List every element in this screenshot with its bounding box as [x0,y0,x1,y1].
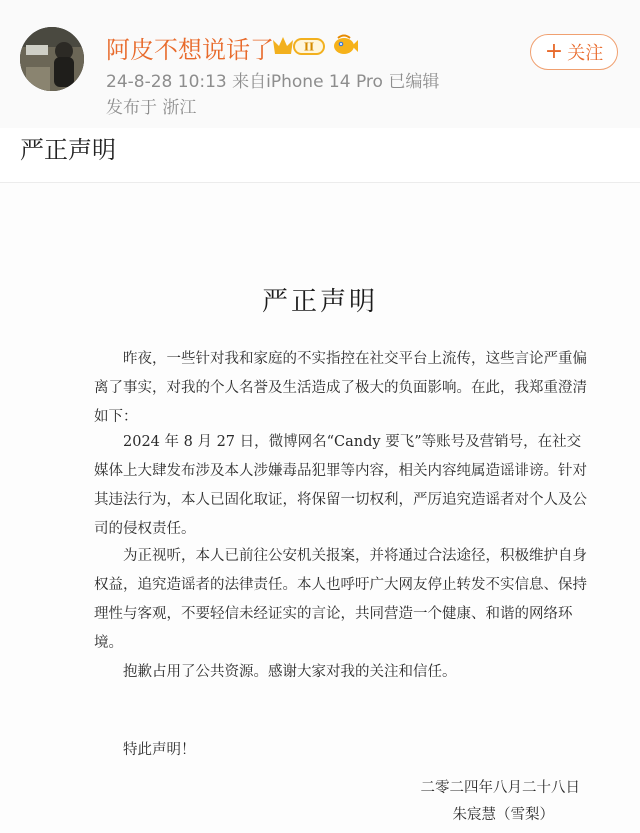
post-location: 发布于 浙江 [106,98,197,118]
statement-image[interactable] [0,183,640,833]
statement-paragraph: 抱歉占用了公共资源。感谢大家对我的关注和信任。 [123,664,457,680]
post-header [0,0,640,128]
statement-paragraph: 2024 年 8 月 27 日，微博网名“Candy 要飞”等账号及营销号，在社交媒体上大肆发布涉及本人涉嫌毒品犯罪等内容，相关内容纯属造谣诽谤。针对其违法行为，本人已固化取证，将保留一切权利，严厉追究造谣者对个人及公司的侵权责任。 [94,434,587,537]
fish-badge-icon[interactable] [332,32,358,58]
level-text: II [303,40,315,54]
statement-paragraph: 特此声明！ [123,742,196,758]
post-meta: 24-8-28 10:13 来自iPhone 14 Pro 已编辑 [106,72,440,92]
avatar-image [20,27,84,91]
statement-date: 二零二四年八月二十八日 [420,780,580,796]
follow-button[interactable] [530,34,618,70]
username[interactable]: 阿皮不想说话了 [106,36,274,64]
statement-paragraph: 为正视听，本人已前往公安机关报案，并将通过合法途径，积极维护自身权益，追究造谣者的法律责任。本人也呼吁广大网友停止转发不实信息、保持理性与客观，不要轻信未经证实的言论，共同营造一个健康、和谐的网络环境。 [94,548,587,651]
statement-title: 严正声明 [261,287,378,317]
statement-signature: 朱宸慧（雪梨） [452,807,554,823]
crown-level-badge-icon[interactable] [271,34,327,58]
follow-label: 关注 [567,43,604,64]
avatar[interactable] [20,27,84,91]
post-title: 严正声明 [20,136,116,164]
statement-paragraph: 昨夜，一些针对我和家庭的不实指控在社交平台上流传，这些言论严重偏离了事实，对我的个人名誉及生活造成了极大的负面影响。在此，我郑重澄清如下： [94,351,587,425]
plus-icon: + [544,39,564,64]
